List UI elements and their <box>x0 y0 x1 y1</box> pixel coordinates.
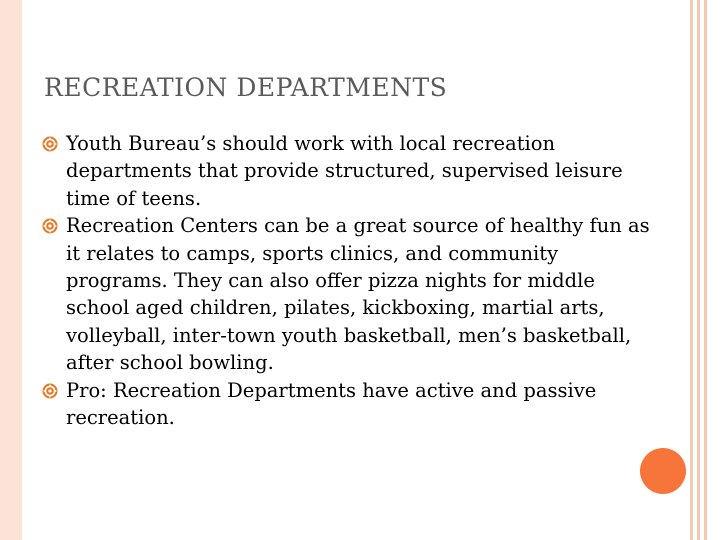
bullet-item <box>42 130 654 212</box>
bullet-item <box>42 212 654 376</box>
slide <box>22 0 690 540</box>
left-border-decoration <box>0 0 22 540</box>
bullet-list <box>42 130 654 431</box>
right-border-line <box>697 0 700 540</box>
bullet-text: Pro: Recreation Departments have active and passive recreation. <box>66 378 597 430</box>
right-border-line <box>690 0 693 540</box>
circle-icon <box>640 448 686 494</box>
bullet-text: Recreation Centers can be a great source of healthy fun as it relates to camps, sports clinics, and community programs. They can also offer pizza nights for middle school aged children, pilates, kickboxing, martial arts, volleyball, inter-town youth basketball, men’s basketball, after school bowling. <box>66 214 650 375</box>
bullet-text: Youth Bureau’s should work with local recreation departments that provide structured, supervised leisure time of teens. <box>66 132 623 210</box>
slide-title: RECREATION DEPARTMENTS <box>44 73 448 102</box>
gear-icon <box>42 136 58 152</box>
bullet-item <box>42 377 654 432</box>
right-border-line <box>704 0 707 540</box>
gear-icon <box>42 383 58 399</box>
gear-icon <box>42 218 58 234</box>
